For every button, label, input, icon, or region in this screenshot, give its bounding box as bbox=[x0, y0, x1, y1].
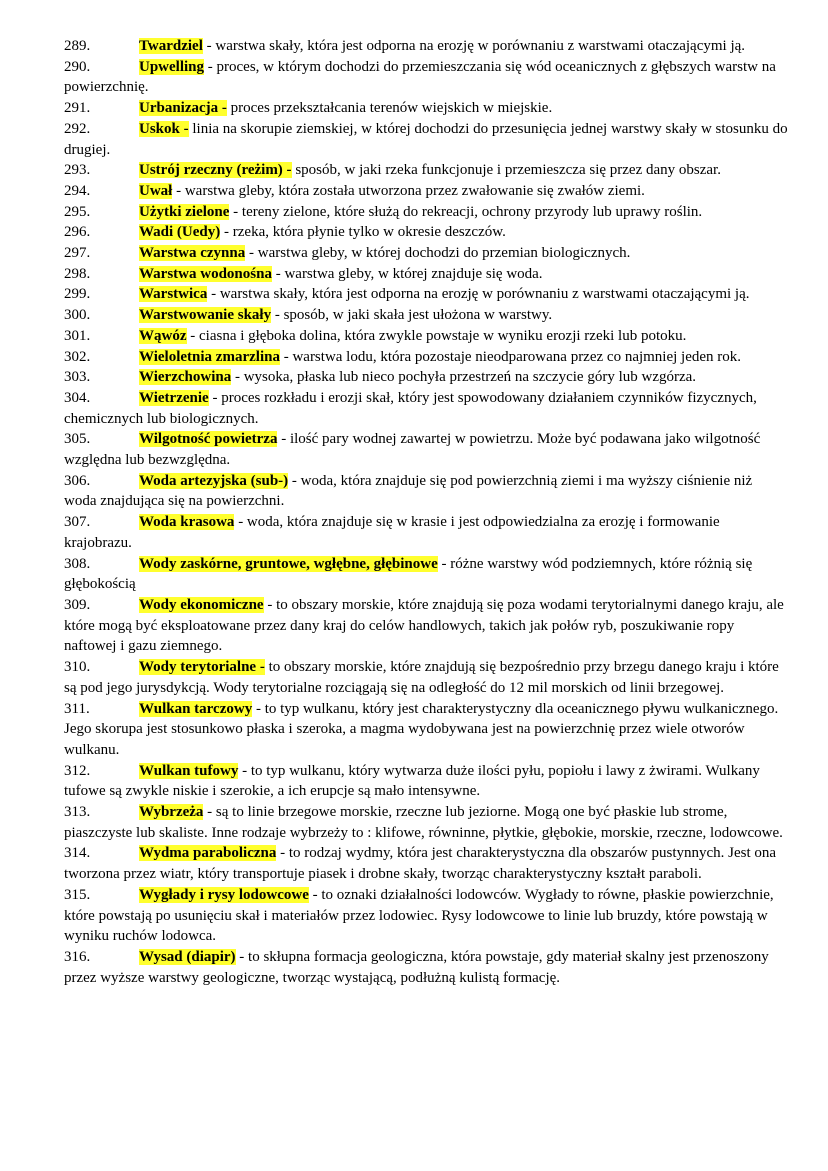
entry-definition: - to skłupna formacja geologiczna, która powstaje, gdy materiał skalny jest przenoszony przez wyższe warstwy geologiczne, tworząc wystającą, podłużną kulistą formację. bbox=[64, 948, 769, 986]
entry-definition: - ilość pary wodnej zawartej w powietrzu. Może być podawana jako wilgotność względna lub bezwzględna. bbox=[64, 431, 761, 469]
entry-term-highlighted: Wydma paraboliczna bbox=[139, 845, 277, 862]
glossary-entry bbox=[64, 512, 788, 553]
glossary-entry bbox=[64, 802, 788, 843]
entry-term-highlighted: Wierzchowina bbox=[139, 369, 232, 386]
glossary-entry bbox=[64, 699, 788, 761]
entry-definition: - warstwa gleby, która została utworzona przez zwałowanie się zwałów ziemi. bbox=[172, 182, 645, 199]
entry-number: 315. bbox=[64, 886, 91, 903]
glossary-entry bbox=[64, 202, 788, 223]
entry-number: 303. bbox=[64, 369, 91, 386]
glossary-entry bbox=[64, 160, 788, 181]
entry-definition: to obszary morskie, które znajdują się bezpośrednio przy brzegu danego kraju i które są pod jego jurysdykcją. Wody terytorialne rozciągają się na odległość do 12 mil morskich od linii brzegowej. bbox=[64, 659, 779, 696]
entry-term-highlighted: Wieloletnia zmarzlina bbox=[139, 348, 280, 365]
entry-definition: - ciasna i głęboka dolina, która zwykle powstaje w wyniku erozji rzeki lub potoku. bbox=[186, 327, 687, 344]
glossary-entry bbox=[64, 885, 788, 947]
entry-term-highlighted: Wybrzeża bbox=[139, 804, 204, 821]
entry-number: 316. bbox=[64, 948, 91, 965]
entry-definition: - warstwa gleby, w której dochodzi do przemian biologicznych. bbox=[245, 245, 631, 262]
entry-number: 290. bbox=[64, 58, 91, 75]
entry-number: 313. bbox=[64, 804, 91, 821]
entry-term-highlighted: Wadi (Uedy) bbox=[139, 224, 221, 241]
entry-number: 300. bbox=[64, 307, 91, 324]
entry-number: 314. bbox=[64, 845, 91, 862]
entry-term-highlighted: Warstwica bbox=[139, 286, 208, 303]
glossary-entry bbox=[64, 657, 788, 698]
entry-number: 298. bbox=[64, 265, 91, 282]
glossary-entry bbox=[64, 367, 788, 388]
glossary-entry bbox=[64, 57, 788, 98]
entry-term-highlighted: Woda artezyjska (sub-) bbox=[139, 472, 289, 489]
entry-definition: - woda, która znajduje się w krasie i jest odpowiedzialna za erozję i formowanie krajobrazu. bbox=[64, 514, 720, 551]
entry-term-highlighted: Upwelling bbox=[139, 58, 205, 75]
entry-definition: linia na skorupie ziemskiej, w której dochodzi do przesunięcia jednej warstwy skały w stosunku do drugiej. bbox=[64, 120, 788, 158]
entry-term-highlighted: Wulkan tufowy bbox=[139, 762, 239, 779]
entry-term-highlighted: Wąwóz bbox=[139, 327, 187, 344]
entry-definition: - warstwa gleby, w której znajduje się woda. bbox=[271, 265, 543, 282]
glossary-entry bbox=[64, 595, 788, 657]
entry-number: 312. bbox=[64, 762, 91, 779]
entry-definition: - to obszary morskie, które znajdują się poza wodami terytorialnymi danego kraju, ale które mogą być eksploatowane przez dany kraj do celów handlowych, takich jak połów ryb, poszukiwanie ropy naftowej i gazu ziemnego. bbox=[64, 596, 784, 655]
entry-term-highlighted: Wilgotność powietrza bbox=[139, 431, 278, 448]
glossary-entry bbox=[64, 119, 788, 160]
entry-number: 299. bbox=[64, 286, 91, 303]
glossary-entry bbox=[64, 761, 788, 802]
entry-definition: - tereny zielone, które służą do rekreacji, ochrony przyrody lub uprawy roślin. bbox=[229, 203, 703, 220]
glossary-entry bbox=[64, 326, 788, 347]
entry-definition: - to typ wulkanu, który jest charakterystyczny dla oceanicznego pływu wulkanicznego. Jego skorupa jest stosunkowo płaska i szeroka, a magma wydobywana jest na powierzchnię przez wiele otworów wulkanu. bbox=[64, 700, 779, 758]
glossary-entry bbox=[64, 843, 788, 884]
entry-term-highlighted: Warstwa czynna bbox=[139, 245, 246, 262]
entry-number: 301. bbox=[64, 327, 91, 344]
entry-definition: - warstwa skały, która jest odporna na erozję w porównaniu z warstwami otaczającymi ją. bbox=[202, 38, 746, 54]
glossary-entry bbox=[64, 36, 788, 57]
glossary-entry bbox=[64, 243, 788, 264]
entry-number: 302. bbox=[64, 348, 91, 365]
entry-definition: - proces, w którym dochodzi do przemieszczania się wód oceanicznych z głębszych warstw na powierzchnię. bbox=[64, 58, 776, 96]
entry-number: 308. bbox=[64, 555, 91, 572]
entry-number: 297. bbox=[64, 245, 91, 262]
glossary-entry bbox=[64, 429, 788, 470]
entry-definition: - proces rozkładu i erozji skał, który jest spowodowany działaniem czynników fizycznych, chemicznych lub biologicznych. bbox=[64, 389, 757, 427]
entry-term-highlighted: Wody zaskórne, gruntowe, wgłębne, głębinowe bbox=[139, 555, 438, 572]
entry-definition: - to oznaki działalności lodowców. Wygłady to równe, płaskie powierzchnie, które powstają po usunięciu skał i materiałów przez lodowiec. Rysy lodowcowe to linie lub bruzdy, które powstają w wyniku ruchów lodowca. bbox=[64, 886, 774, 945]
glossary-entry bbox=[64, 554, 788, 595]
entry-definition: - to rodzaj wydmy, która jest charakterystyczna dla obszarów pustynnych. Jest ona tworzona przez wiatr, który transportuje piasek i drobne skały, tworząc charakterystyczny kształt paraboli. bbox=[64, 845, 777, 883]
entry-term-highlighted: Woda krasowa bbox=[139, 514, 235, 531]
glossary-entry bbox=[64, 471, 788, 512]
entry-term-highlighted: Urbanizacja - bbox=[139, 100, 227, 117]
entry-definition: sposób, w jaki rzeka funkcjonuje i przemieszcza się przez dany obszar. bbox=[291, 162, 721, 179]
glossary-entry bbox=[64, 181, 788, 202]
entry-definition: - wysoka, płaska lub nieco pochyła przestrzeń na szczycie góry lub wzgórza. bbox=[231, 369, 697, 386]
entry-number: 310. bbox=[64, 659, 91, 676]
glossary-entry bbox=[64, 347, 788, 368]
entry-term-highlighted: Twardziel bbox=[139, 38, 203, 54]
glossary-entry bbox=[64, 264, 788, 285]
entry-number: 306. bbox=[64, 472, 91, 489]
entry-term-highlighted: Wody ekonomiczne bbox=[139, 596, 264, 613]
glossary-entry bbox=[64, 222, 788, 243]
entry-number: 291. bbox=[64, 100, 91, 117]
entry-number: 305. bbox=[64, 431, 91, 448]
entry-term-highlighted: Wygłady i rysy lodowcowe bbox=[139, 886, 309, 903]
entry-number: 296. bbox=[64, 224, 91, 241]
entry-definition: - warstwa lodu, która pozostaje nieodparowana przez co najmniej jeden rok. bbox=[279, 348, 742, 365]
entry-term-highlighted: Uwał bbox=[139, 182, 173, 199]
entry-number: 292. bbox=[64, 120, 91, 137]
entry-term-highlighted: Użytki zielone bbox=[139, 203, 230, 220]
entry-number: 293. bbox=[64, 162, 91, 179]
entry-number: 309. bbox=[64, 596, 91, 613]
glossary-entry bbox=[64, 947, 788, 988]
entry-term-highlighted: Uskok - bbox=[139, 120, 189, 137]
entry-term-highlighted: Wulkan tarczowy bbox=[139, 700, 253, 717]
entry-definition: - warstwa skały, która jest odporna na erozję w porównaniu z warstwami otaczającymi ją. bbox=[207, 286, 750, 303]
entry-definition: - różne warstwy wód podziemnych, które różnią się głębokością bbox=[64, 555, 753, 593]
glossary-entry bbox=[64, 305, 788, 326]
entry-definition: - sposób, w jaki skała jest ułożona w warstwy. bbox=[271, 307, 553, 324]
entry-number: 289. bbox=[64, 38, 91, 54]
entry-term-highlighted: Warstwa wodonośna bbox=[139, 265, 272, 282]
entry-definition: - rzeka, która płynie tylko w okresie deszczów. bbox=[220, 224, 506, 241]
entry-number: 311. bbox=[64, 700, 90, 717]
glossary-entry bbox=[64, 284, 788, 305]
glossary-list bbox=[64, 36, 788, 988]
entry-definition: - są to linie brzegowe morskie, rzeczne lub jeziorne. Mogą one być płaskie lub strome, piaszczyste lub skaliste. Inne rodzaje wybrzeży to : klifowe, równinne, płytkie, głębokie, morskie, rzeczne, lodowcowe. bbox=[64, 804, 783, 841]
entry-number: 294. bbox=[64, 182, 91, 199]
glossary-entry bbox=[64, 388, 788, 429]
entry-definition: proces przekształcania terenów wiejskich w miejskie. bbox=[226, 100, 553, 117]
entry-term-highlighted: Ustrój rzeczny (reżim) - bbox=[139, 162, 292, 179]
entry-number: 295. bbox=[64, 203, 91, 220]
entry-number: 304. bbox=[64, 389, 91, 406]
entry-number: 307. bbox=[64, 514, 91, 531]
entry-term-highlighted: Wysad (diapir) bbox=[139, 948, 236, 965]
entry-definition: - to typ wulkanu, który wytwarza duże ilości pyłu, popiołu i lawy z żwirami. Wulkany tufowe są zwykle niskie i szerokie, a ich erupcje są mało intensywne. bbox=[64, 762, 760, 800]
entry-term-highlighted: Wietrzenie bbox=[139, 389, 209, 406]
entry-definition: - woda, która znajduje się pod powierzchnią ziemi i ma wyższy ciśnienie niż woda znajdująca się na powierzchni. bbox=[64, 472, 753, 510]
entry-term-highlighted: Wody terytorialne - bbox=[139, 659, 265, 676]
glossary-entry bbox=[64, 98, 788, 119]
entry-term-highlighted: Warstwowanie skały bbox=[139, 307, 272, 324]
